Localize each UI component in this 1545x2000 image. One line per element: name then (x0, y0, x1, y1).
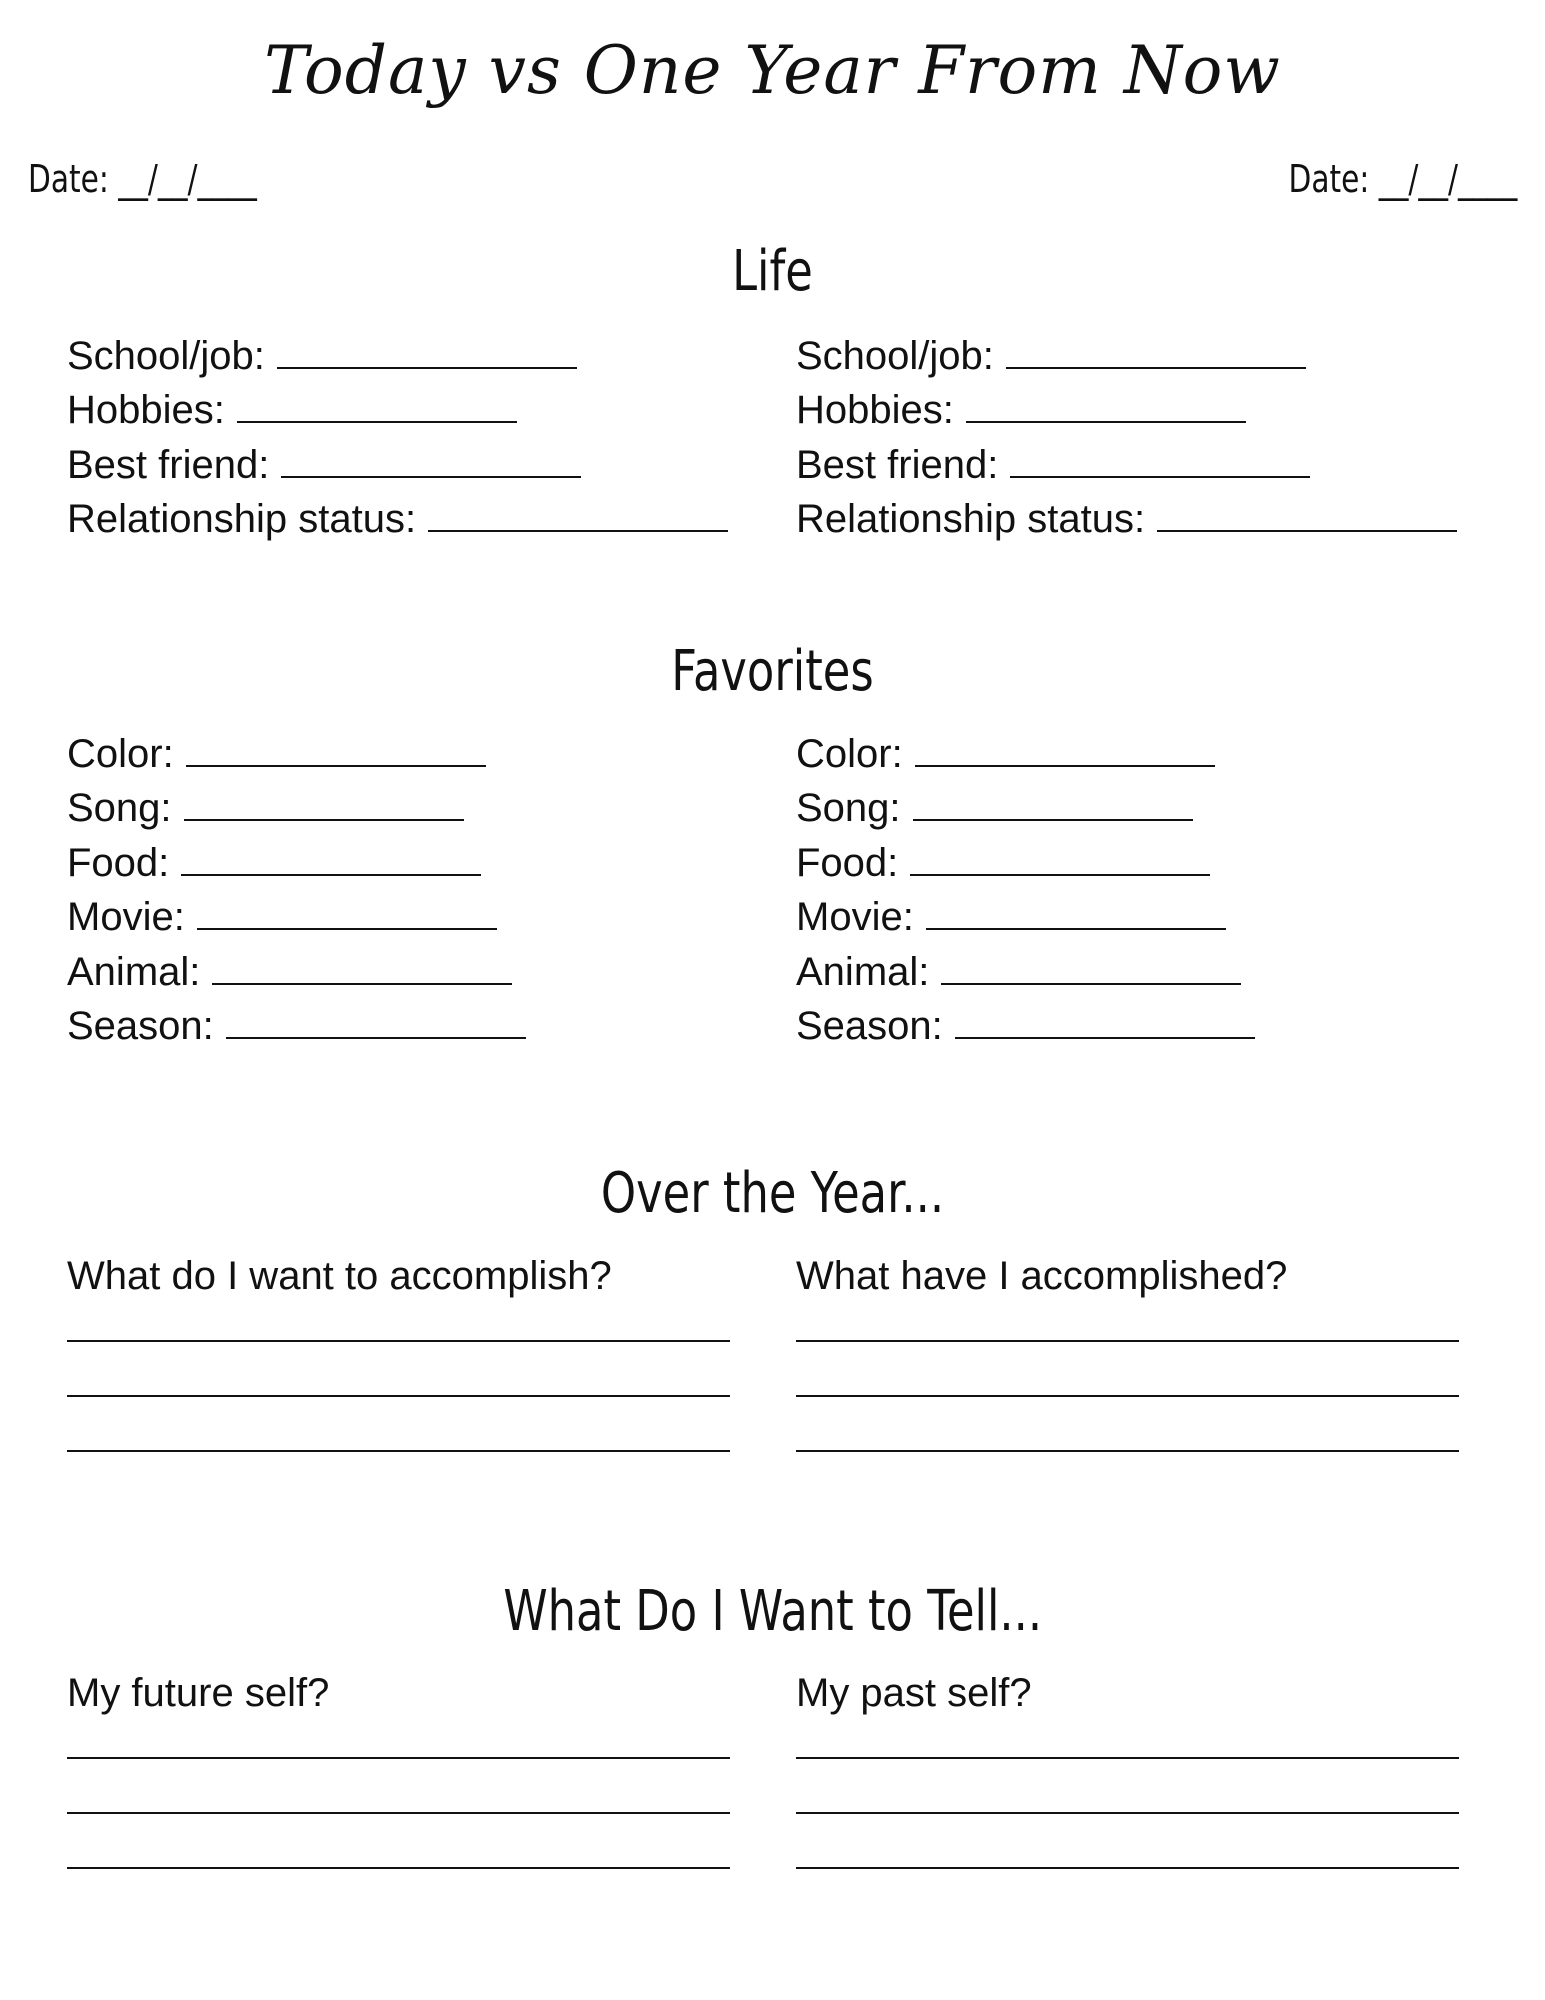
future-self-column (67, 1673, 787, 1869)
blank-line (941, 983, 1241, 985)
favorites-future-column (796, 726, 1516, 1053)
answer-line[interactable] (796, 1395, 1459, 1397)
field-best-friend[interactable]: Best friend: (796, 437, 1516, 492)
accomplished-column (796, 1256, 1516, 1452)
blank-line (966, 421, 1246, 423)
field-hobbies[interactable]: Hobbies: (67, 383, 787, 438)
prompt-future-self: My future self? (67, 1671, 330, 1715)
blank-line (277, 367, 577, 369)
blank-line (281, 476, 581, 478)
field-school-job[interactable]: School/job: (796, 328, 1516, 383)
field-season[interactable]: Season: (67, 999, 787, 1054)
answer-line[interactable] (67, 1757, 730, 1759)
prompt-have-accomplished: What have I accomplished? (796, 1254, 1288, 1298)
field-relationship-status[interactable]: Relationship status: (796, 492, 1516, 547)
prompt-past-self: My past self? (796, 1671, 1032, 1715)
date-one-year[interactable]: Date: __/__/____ (1288, 157, 1517, 201)
answer-line[interactable] (67, 1450, 730, 1452)
field-hobbies[interactable]: Hobbies: (796, 383, 1516, 438)
section-heading-favorites: Favorites (671, 639, 874, 704)
date-today[interactable]: Date: __/__/____ (28, 157, 257, 201)
blank-line (212, 983, 512, 985)
accomplish-goals-column (67, 1256, 787, 1452)
past-self-column (796, 1673, 1516, 1869)
answer-line[interactable] (67, 1395, 730, 1397)
prompt-want-to-accomplish: What do I want to accomplish? (67, 1254, 612, 1298)
answer-line[interactable] (796, 1340, 1459, 1342)
field-song[interactable]: Song: (796, 781, 1516, 836)
answer-line[interactable] (67, 1867, 730, 1869)
blank-line (913, 819, 1193, 821)
blank-line (184, 819, 464, 821)
field-season[interactable]: Season: (796, 999, 1516, 1054)
blank-line (910, 874, 1210, 876)
answer-line[interactable] (67, 1340, 730, 1342)
blank-line (237, 421, 517, 423)
favorites-today-column (67, 726, 787, 1053)
field-color[interactable]: Color: (67, 726, 787, 781)
blank-line (1157, 530, 1457, 532)
section-heading-over-the-year: Over the Year... (600, 1161, 945, 1226)
answer-line[interactable] (796, 1812, 1459, 1814)
blank-line (926, 928, 1226, 930)
field-movie[interactable]: Movie: (796, 890, 1516, 945)
field-food[interactable]: Food: (67, 835, 787, 890)
page-title: Today vs One Year From Now (264, 32, 1281, 109)
field-animal[interactable]: Animal: (67, 944, 787, 999)
field-best-friend[interactable]: Best friend: (67, 437, 787, 492)
blank-line (915, 765, 1215, 767)
blank-line (181, 874, 481, 876)
life-today-column (67, 328, 787, 546)
section-heading-want-to-tell: What Do I Want to Tell... (503, 1579, 1042, 1644)
blank-line (955, 1037, 1255, 1039)
field-school-job[interactable]: School/job: (67, 328, 787, 383)
answer-line[interactable] (796, 1867, 1459, 1869)
field-movie[interactable]: Movie: (67, 890, 787, 945)
field-relationship-status[interactable]: Relationship status: (67, 492, 787, 547)
field-animal[interactable]: Animal: (796, 944, 1516, 999)
blank-line (186, 765, 486, 767)
blank-line (1006, 367, 1306, 369)
answer-line[interactable] (67, 1812, 730, 1814)
field-song[interactable]: Song: (67, 781, 787, 836)
blank-line (428, 530, 728, 532)
life-future-column (796, 328, 1516, 546)
answer-line[interactable] (796, 1757, 1459, 1759)
field-color[interactable]: Color: (796, 726, 1516, 781)
blank-line (1010, 476, 1310, 478)
blank-line (226, 1037, 526, 1039)
blank-line (197, 928, 497, 930)
field-food[interactable]: Food: (796, 835, 1516, 890)
answer-line[interactable] (796, 1450, 1459, 1452)
section-heading-life: Life (732, 239, 813, 304)
